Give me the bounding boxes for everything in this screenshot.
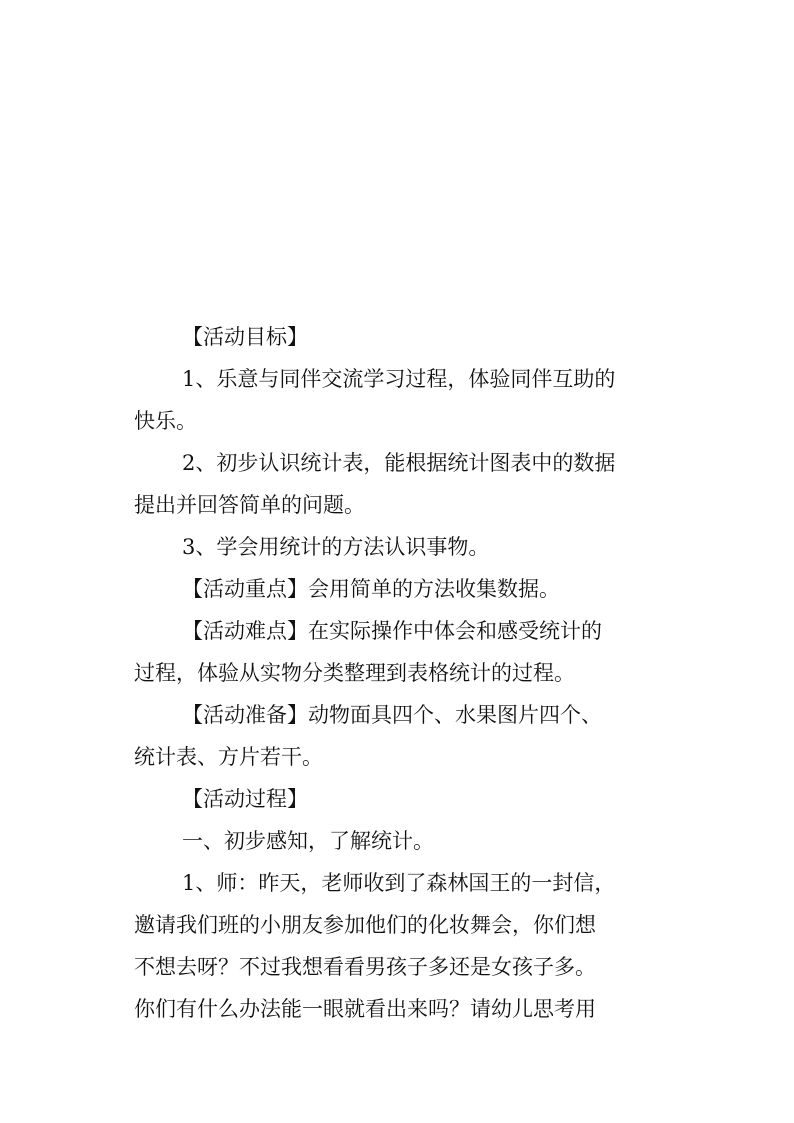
document-body (134, 316, 674, 1030)
step-1-line-4: 你们有什么办法能一眼就看出来吗？请幼儿思考用 (134, 997, 596, 1021)
step-1-line-2: 邀请我们班的小朋友参加他们的化妆舞会，你们想 (134, 913, 596, 937)
goal-1-line-1: 1、乐意与同伴交流学习过程，体验同伴互助的 (182, 367, 616, 391)
goal-3: 3、学会用统计的方法认识事物。 (182, 535, 490, 559)
preparation-line-1: 【活动准备】动物面具四个、水果图片四个、 (182, 703, 602, 727)
goal-1-line-2: 快乐。 (134, 409, 197, 433)
step-1-line-1: 1、师：昨天，老师收到了森林国王的一封信， (182, 871, 616, 895)
heading-activity-process: 【活动过程】 (182, 787, 308, 811)
goal-2-line-1: 2、初步认识统计表，能根据统计图表中的数据 (182, 451, 616, 475)
section-1-title: 一、初步感知，了解统计。 (182, 829, 434, 853)
key-point: 【活动重点】会用简单的方法收集数据。 (182, 577, 560, 601)
goal-2-line-2: 提出并回答简单的问题。 (134, 493, 365, 517)
preparation-line-2: 统计表、方片若干。 (134, 745, 323, 769)
heading-activity-goals: 【活动目标】 (182, 325, 308, 349)
difficulty-line-2: 过程，体验从实物分类整理到表格统计的过程。 (134, 661, 575, 685)
difficulty-line-1: 【活动难点】在实际操作中体会和感受统计的 (182, 619, 602, 643)
step-1-line-3: 不想去呀？不过我想看看男孩子多还是女孩子多。 (134, 955, 596, 979)
